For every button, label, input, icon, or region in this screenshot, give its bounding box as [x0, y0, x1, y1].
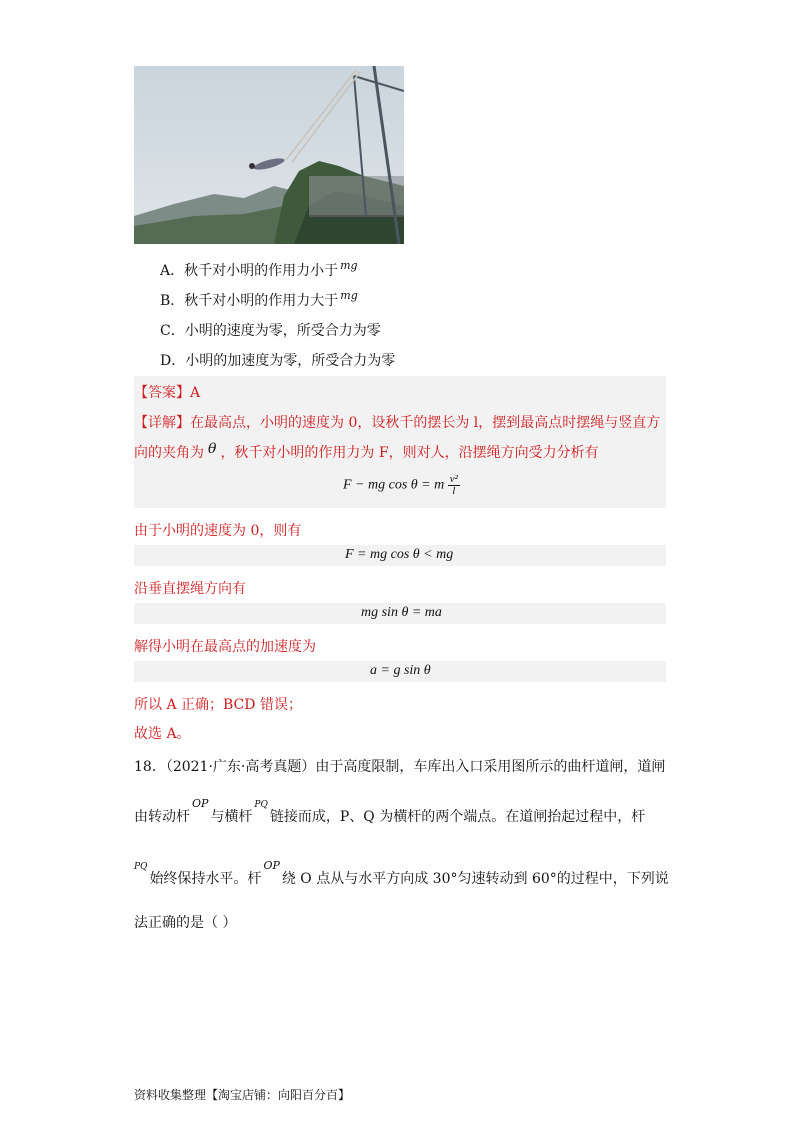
swing-photo	[134, 66, 404, 244]
q18-line-2: 由转动杆$^{OP}$与横杆$^{PQ}$链接而成，P、Q 为横杆的两个端点。在道闸抬起过程中，杆	[134, 797, 646, 825]
option-d: D．小明的加速度为零，所受合力为零	[160, 353, 396, 369]
answer-label: 【答案】A	[134, 385, 201, 401]
formula-2: F = mg cos θ < mg	[345, 547, 454, 562]
footer-text: 资料收集整理【淘宝店铺：向阳百分百】	[134, 1088, 351, 1102]
text-conclusion: 所以 A 正确；BCD 错误；	[134, 697, 302, 713]
option-b: B．秋千对小明的作用力大于 $^{mg}$	[160, 289, 358, 309]
option-c: C．小明的速度为零，所受合力为零	[160, 323, 381, 339]
detail-line-2: 向的夹角为 θ ，秋千对小明的作用力为 F，则对人，沿摆绳方向受力分析有	[134, 441, 599, 461]
q18-line-4: 法正确的是（ ）	[134, 915, 237, 931]
text-perpendicular: 沿垂直摆绳方向有	[134, 581, 246, 597]
formula-1: F − mg cos θ = m $\frac{\text{v²}}{l}$	[343, 473, 458, 497]
formula-3: mg sin θ = ma	[361, 605, 442, 620]
text-choice: 故选 A。	[134, 726, 191, 742]
detail-line-1: 【详解】在最高点，小明的速度为 0，设秋千的摆长为 l，摆到最高点时摆绳与竖直方	[134, 415, 661, 431]
text-acceleration: 解得小明在最高点的加速度为	[134, 639, 316, 655]
option-a: A．秋千对小明的作用力小于 $^{mg}$	[160, 259, 358, 279]
q18-line-3: $^{PQ}$始终保持水平。杆$^{OP}$绕 O 点从与水平方向成 30°匀速转动到 60°的过程中，下列说	[134, 859, 669, 887]
formula-4: a = g sin θ	[370, 663, 431, 678]
q18-line-1: 18．（2021·广东·高考真题）由于高度限制，车库出入口采用图所示的曲杆道闸，道闸	[134, 759, 666, 775]
text-speed-zero: 由于小明的速度为 0，则有	[134, 523, 302, 539]
